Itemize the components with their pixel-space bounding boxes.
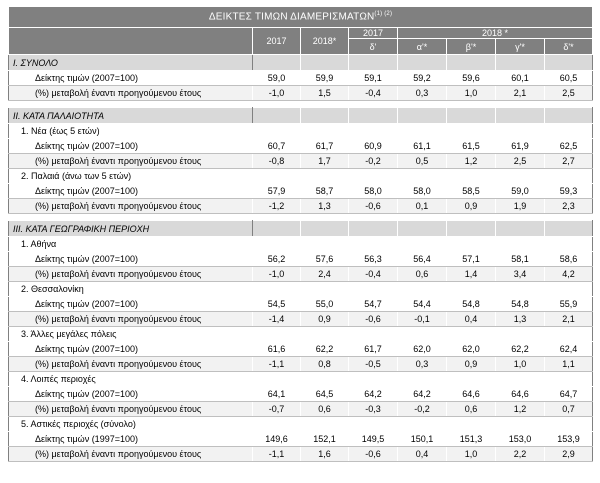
- group-filler: [447, 237, 496, 252]
- group-title: 3. Άλλες μεγάλες πόλεις: [9, 327, 253, 342]
- group-filler: [253, 372, 301, 387]
- row-value: 152,1: [301, 432, 349, 447]
- group-filler: [545, 237, 593, 252]
- row-value: 0,9: [447, 357, 496, 372]
- row-value: 0,5: [398, 154, 447, 169]
- table-row: [9, 387, 593, 402]
- group-filler: [545, 124, 593, 139]
- table-row: [9, 312, 593, 327]
- group-filler: [398, 124, 447, 139]
- row-value: 0,6: [301, 402, 349, 417]
- row-value: 55,9: [545, 297, 593, 312]
- header-group-2018: 2018 *: [398, 28, 593, 39]
- row-value: 57,9: [253, 184, 301, 199]
- row-value: 1,5: [301, 86, 349, 101]
- group-filler: [496, 124, 545, 139]
- row-value: -0,6: [349, 312, 398, 327]
- section-filler: [253, 55, 301, 71]
- row-value: 0,3: [398, 357, 447, 372]
- row-value: 1,4: [447, 267, 496, 282]
- row-value: 64,2: [349, 387, 398, 402]
- row-value: 64,2: [398, 387, 447, 402]
- row-value: 1,6: [301, 447, 349, 462]
- group-filler: [545, 417, 593, 432]
- row-value: 0,6: [447, 402, 496, 417]
- header-quarter-2018-a: α'*: [398, 39, 447, 55]
- table-row: [9, 267, 593, 282]
- row-value: 3,4: [496, 267, 545, 282]
- row-value: 1,0: [447, 86, 496, 101]
- section-filler: [398, 221, 447, 237]
- table-row: [9, 184, 593, 199]
- row-value: 1,9: [496, 199, 545, 214]
- group-filler: [301, 417, 349, 432]
- section-header-row: [9, 221, 593, 237]
- group-title: 1. Αθήνα: [9, 237, 253, 252]
- row-value: -0,2: [398, 402, 447, 417]
- row-value: 0,9: [301, 312, 349, 327]
- row-value: 54,8: [447, 297, 496, 312]
- row-label: (%) μεταβολή έναντι προηγούμενου έτους: [9, 199, 253, 214]
- group-title: 4. Λοιπές περιοχές: [9, 372, 253, 387]
- row-value: 60,9: [349, 139, 398, 154]
- row-value: 0,8: [301, 357, 349, 372]
- row-value: 1,3: [301, 199, 349, 214]
- group-filler: [349, 372, 398, 387]
- row-value: 54,4: [398, 297, 447, 312]
- row-value: 62,0: [398, 342, 447, 357]
- row-value: 64,6: [496, 387, 545, 402]
- row-label: (%) μεταβολή έναντι προηγούμενου έτους: [9, 357, 253, 372]
- row-label: (%) μεταβολή έναντι προηγούμενου έτους: [9, 154, 253, 169]
- row-value: 59,9: [301, 71, 349, 86]
- group-filler: [447, 282, 496, 297]
- row-value: 1,0: [496, 357, 545, 372]
- row-value: 56,3: [349, 252, 398, 267]
- group-filler: [253, 417, 301, 432]
- row-value: 0,1: [398, 199, 447, 214]
- table-row: [9, 252, 593, 267]
- group-filler: [447, 372, 496, 387]
- row-label: Δείκτης τιμών (2007=100): [9, 184, 253, 199]
- row-value: 59,3: [545, 184, 593, 199]
- group-filler: [496, 372, 545, 387]
- row-value: -0,5: [349, 357, 398, 372]
- group-filler: [398, 417, 447, 432]
- group-filler: [398, 169, 447, 184]
- row-value: 2,7: [545, 154, 593, 169]
- row-value: -0,4: [349, 86, 398, 101]
- row-value: 2,5: [496, 154, 545, 169]
- row-value: 2,5: [545, 86, 593, 101]
- row-value: -0,8: [253, 154, 301, 169]
- group-filler: [545, 372, 593, 387]
- section-filler: [545, 221, 593, 237]
- row-value: -0,7: [253, 402, 301, 417]
- row-label: (%) μεταβολή έναντι προηγούμενου έτους: [9, 312, 253, 327]
- row-value: 153,9: [545, 432, 593, 447]
- group-filler: [447, 169, 496, 184]
- row-value: 64,6: [447, 387, 496, 402]
- row-value: 150,1: [398, 432, 447, 447]
- row-value: 62,4: [545, 342, 593, 357]
- section-filler: [447, 221, 496, 237]
- section-filler: [398, 55, 447, 71]
- row-value: 2,1: [545, 312, 593, 327]
- section-title: I. ΣΥΝΟΛΟ: [9, 55, 253, 71]
- group-filler: [447, 124, 496, 139]
- table-row: [9, 154, 593, 169]
- group-filler: [545, 327, 593, 342]
- table-bottom-border: [9, 462, 593, 463]
- section-filler: [301, 108, 349, 124]
- row-value: 57,1: [447, 252, 496, 267]
- section-spacer: [9, 101, 593, 108]
- row-value: 61,9: [496, 139, 545, 154]
- row-value: 1,1: [545, 357, 593, 372]
- row-value: 58,1: [496, 252, 545, 267]
- row-label: (%) μεταβολή έναντι προηγούμενου έτους: [9, 86, 253, 101]
- group-filler: [496, 169, 545, 184]
- row-value: 54,7: [349, 297, 398, 312]
- group-header-row: [9, 372, 593, 387]
- group-filler: [398, 372, 447, 387]
- group-header-row: [9, 237, 593, 252]
- row-value: 60,5: [545, 71, 593, 86]
- group-filler: [301, 327, 349, 342]
- row-value: 0,6: [398, 267, 447, 282]
- row-label: Δείκτης τιμών (2007=100): [9, 297, 253, 312]
- table-row: [9, 342, 593, 357]
- table-row: [9, 71, 593, 86]
- row-value: 61,1: [398, 139, 447, 154]
- row-value: 1,2: [447, 154, 496, 169]
- row-value: 1,2: [496, 402, 545, 417]
- row-value: 59,0: [253, 71, 301, 86]
- group-filler: [349, 417, 398, 432]
- group-filler: [301, 124, 349, 139]
- row-value: -0,2: [349, 154, 398, 169]
- group-title: 1. Νέα (έως 5 ετών): [9, 124, 253, 139]
- row-value: 61,6: [253, 342, 301, 357]
- section-header-row: [9, 108, 593, 124]
- row-value: 59,6: [447, 71, 496, 86]
- group-filler: [349, 124, 398, 139]
- row-value: 62,0: [447, 342, 496, 357]
- group-filler: [301, 282, 349, 297]
- row-value: 0,4: [398, 447, 447, 462]
- header-quarter-2018-c: γ'*: [496, 39, 545, 55]
- group-filler: [253, 237, 301, 252]
- row-value: 58,0: [349, 184, 398, 199]
- row-value: 61,7: [301, 139, 349, 154]
- table-row: [9, 199, 593, 214]
- section-filler: [349, 108, 398, 124]
- row-value: 64,7: [545, 387, 593, 402]
- row-label: (%) μεταβολή έναντι προηγούμενου έτους: [9, 447, 253, 462]
- row-value: 2,3: [545, 199, 593, 214]
- row-label: Δείκτης τιμών (2007=100): [9, 71, 253, 86]
- row-label: Δείκτης τιμών (2007=100): [9, 139, 253, 154]
- group-header-row: [9, 124, 593, 139]
- apartment-price-index-table: [8, 6, 593, 462]
- header-year-2017: 2017: [253, 28, 301, 55]
- group-filler: [253, 327, 301, 342]
- row-value: 62,2: [301, 342, 349, 357]
- row-value: -0,6: [349, 447, 398, 462]
- row-value: 1,3: [496, 312, 545, 327]
- table-row: [9, 86, 593, 101]
- group-filler: [349, 282, 398, 297]
- group-filler: [545, 169, 593, 184]
- group-filler: [349, 327, 398, 342]
- row-label: (%) μεταβολή έναντι προηγούμενου έτους: [9, 402, 253, 417]
- row-value: 58,6: [545, 252, 593, 267]
- row-value: 2,2: [496, 447, 545, 462]
- group-filler: [301, 372, 349, 387]
- group-title: 5. Αστικές περιοχές (σύνολο): [9, 417, 253, 432]
- row-value: 62,5: [545, 139, 593, 154]
- row-value: -0,6: [349, 199, 398, 214]
- row-value: 0,9: [447, 199, 496, 214]
- section-filler: [545, 108, 593, 124]
- row-value: 56,2: [253, 252, 301, 267]
- section-spacer: [9, 214, 593, 221]
- header-quarter-2017-d: δ': [349, 39, 398, 55]
- row-value: 0,4: [447, 312, 496, 327]
- section-filler: [349, 55, 398, 71]
- table-title-footnote: (1) (2): [374, 11, 393, 18]
- row-value: 54,5: [253, 297, 301, 312]
- row-value: 54,8: [496, 297, 545, 312]
- group-filler: [253, 169, 301, 184]
- section-filler: [301, 221, 349, 237]
- table-title-row: [9, 7, 593, 28]
- section-header-row: [9, 55, 593, 71]
- table-row: [9, 139, 593, 154]
- table-title: [9, 7, 593, 28]
- row-value: -0,3: [349, 402, 398, 417]
- row-value: -1,1: [253, 447, 301, 462]
- row-value: 0,7: [545, 402, 593, 417]
- section-filler: [447, 108, 496, 124]
- group-filler: [496, 417, 545, 432]
- group-header-row: [9, 327, 593, 342]
- header-corner-blank: [9, 28, 253, 55]
- row-value: 2,4: [301, 267, 349, 282]
- group-filler: [301, 237, 349, 252]
- row-value: 149,5: [349, 432, 398, 447]
- row-value: 2,9: [545, 447, 593, 462]
- row-value: -1,4: [253, 312, 301, 327]
- row-value: 58,5: [447, 184, 496, 199]
- row-value: -1,0: [253, 86, 301, 101]
- row-value: 61,5: [447, 139, 496, 154]
- group-title: 2. Παλαιά (άνω των 5 ετών): [9, 169, 253, 184]
- table-row: [9, 402, 593, 417]
- row-value: 58,7: [301, 184, 349, 199]
- group-filler: [398, 282, 447, 297]
- row-value: 60,1: [496, 71, 545, 86]
- group-filler: [253, 282, 301, 297]
- row-value: 61,7: [349, 342, 398, 357]
- row-value: 1,0: [447, 447, 496, 462]
- row-value: 2,1: [496, 86, 545, 101]
- section-filler: [301, 55, 349, 71]
- section-filler: [447, 55, 496, 71]
- group-filler: [301, 169, 349, 184]
- row-value: 59,2: [398, 71, 447, 86]
- row-value: 60,7: [253, 139, 301, 154]
- table-row: [9, 357, 593, 372]
- table-title-text: ΔΕΙΚΤΕΣ ΤΙΜΩΝ ΔΙΑΜΕΡΙΣΜΑΤΩΝ: [208, 11, 375, 23]
- section-filler: [253, 108, 301, 124]
- row-value: -0,1: [398, 312, 447, 327]
- row-label: Δείκτης τιμών (1997=100): [9, 432, 253, 447]
- table-row: [9, 297, 593, 312]
- group-header-row: [9, 282, 593, 297]
- row-value: 4,2: [545, 267, 593, 282]
- table-row: [9, 447, 593, 462]
- row-value: 56,4: [398, 252, 447, 267]
- row-value: 55,0: [301, 297, 349, 312]
- group-filler: [398, 237, 447, 252]
- section-title: III. ΚΑΤΑ ΓΕΩΓΡΑΦΙΚΗ ΠΕΡΙΟΧΗ: [9, 221, 253, 237]
- group-filler: [496, 237, 545, 252]
- row-value: 59,0: [496, 184, 545, 199]
- group-filler: [447, 417, 496, 432]
- group-filler: [496, 327, 545, 342]
- group-filler: [496, 282, 545, 297]
- row-label: Δείκτης τιμών (2007=100): [9, 342, 253, 357]
- section-title: II. ΚΑΤΑ ΠΑΛΑΙΟΤΗΤΑ: [9, 108, 253, 124]
- group-filler: [447, 327, 496, 342]
- row-label: Δείκτης τιμών (2007=100): [9, 387, 253, 402]
- section-filler: [253, 221, 301, 237]
- row-value: 57,6: [301, 252, 349, 267]
- group-filler: [349, 169, 398, 184]
- row-value: -1,1: [253, 357, 301, 372]
- group-filler: [398, 327, 447, 342]
- row-value: 153,0: [496, 432, 545, 447]
- header-quarter-2018-b: β'*: [447, 39, 496, 55]
- row-value: -0,4: [349, 267, 398, 282]
- row-value: 59,1: [349, 71, 398, 86]
- row-value: 0,3: [398, 86, 447, 101]
- group-title: 2. Θεσσαλονίκη: [9, 282, 253, 297]
- section-filler: [398, 108, 447, 124]
- section-filler: [496, 55, 545, 71]
- section-filler: [349, 221, 398, 237]
- row-value: 149,6: [253, 432, 301, 447]
- row-value: 58,0: [398, 184, 447, 199]
- group-header-row: [9, 417, 593, 432]
- row-value: 64,5: [301, 387, 349, 402]
- section-filler: [545, 55, 593, 71]
- row-label: Δείκτης τιμών (2007=100): [9, 252, 253, 267]
- row-label: (%) μεταβολή έναντι προηγούμενου έτους: [9, 267, 253, 282]
- group-filler: [253, 124, 301, 139]
- row-value: -1,2: [253, 199, 301, 214]
- table-row: [9, 432, 593, 447]
- section-filler: [496, 108, 545, 124]
- row-value: 62,2: [496, 342, 545, 357]
- row-value: 151,3: [447, 432, 496, 447]
- section-filler: [496, 221, 545, 237]
- header-group-2017: 2017: [349, 28, 398, 39]
- group-header-row: [9, 169, 593, 184]
- row-value: 64,1: [253, 387, 301, 402]
- header-year-2018: 2018*: [301, 28, 349, 55]
- header-quarter-2018-d: δ'*: [545, 39, 593, 55]
- row-value: 1,7: [301, 154, 349, 169]
- header-row-top: [9, 28, 593, 39]
- group-filler: [545, 282, 593, 297]
- row-value: -1,0: [253, 267, 301, 282]
- group-filler: [349, 237, 398, 252]
